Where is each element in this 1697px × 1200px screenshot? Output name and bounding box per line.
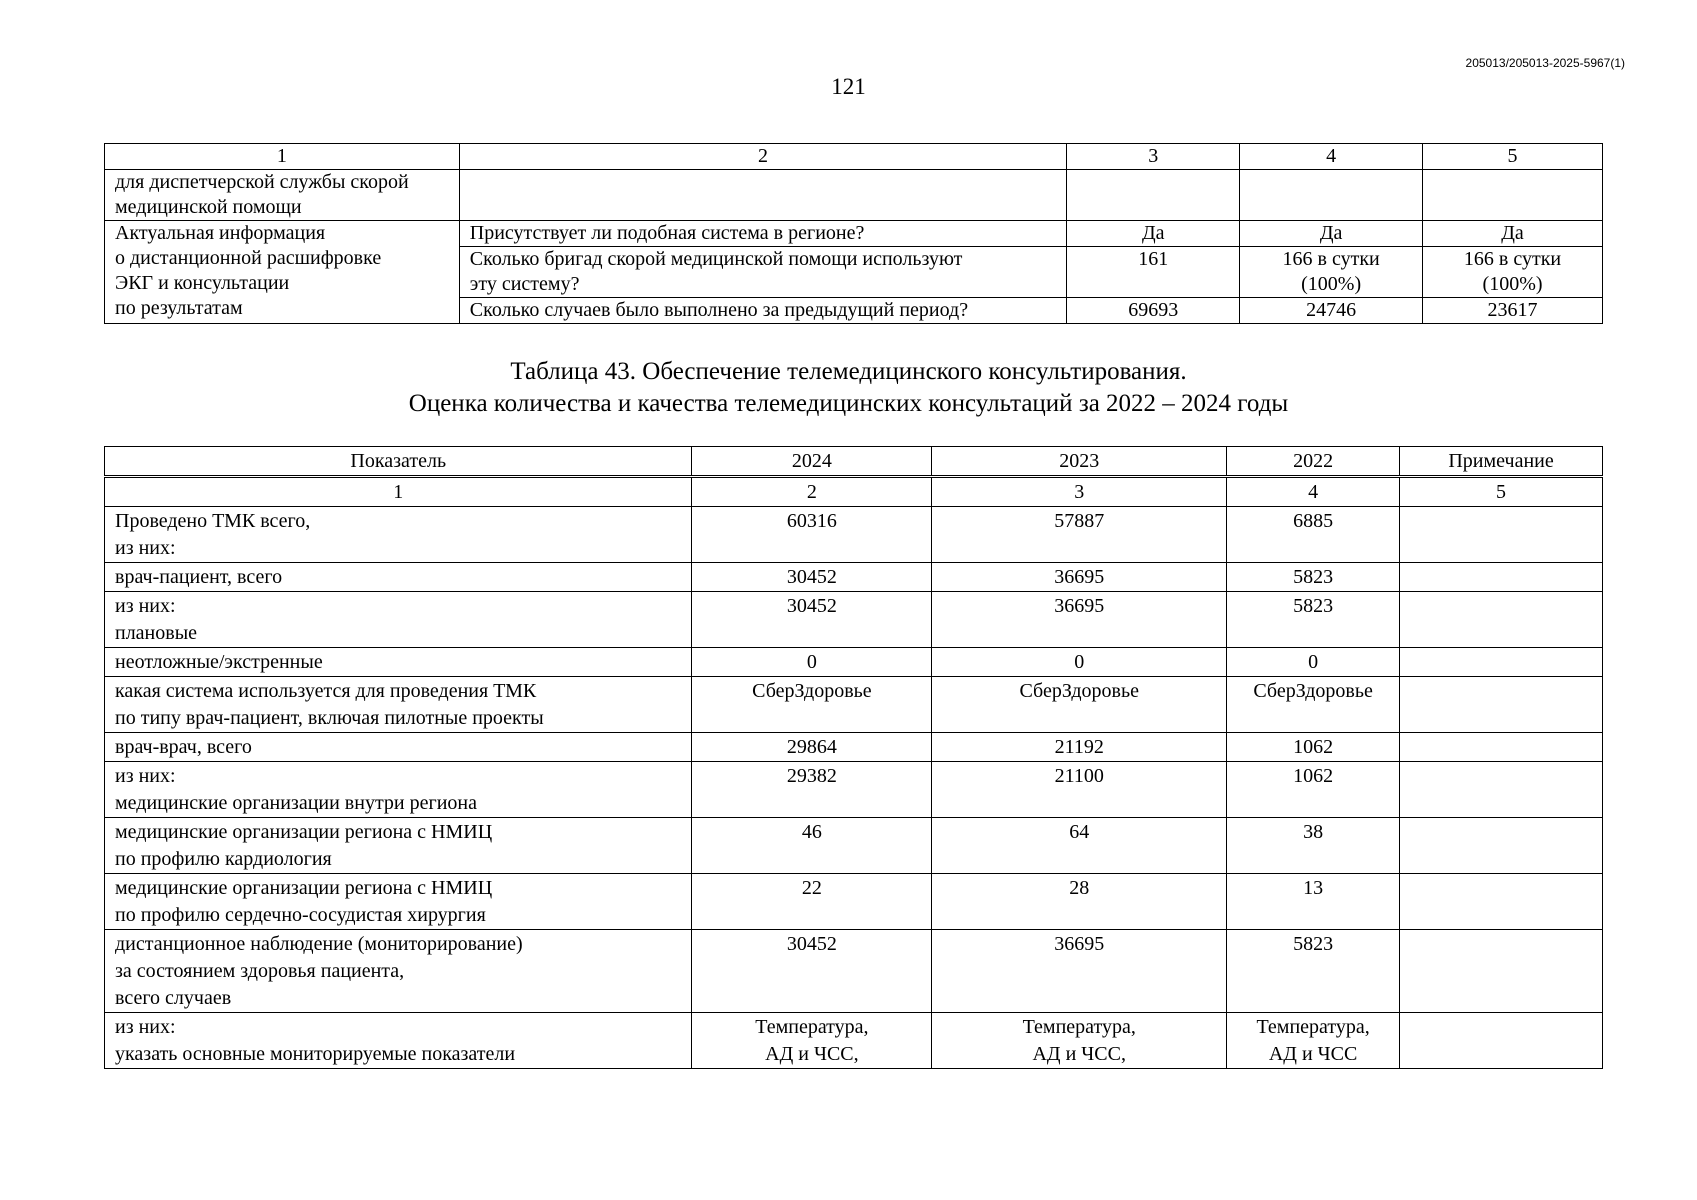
value-cell-y2022: 0 bbox=[1227, 648, 1400, 677]
value-cell-y2022: 1062 bbox=[1227, 762, 1400, 818]
col-number: 4 bbox=[1240, 144, 1423, 170]
document-id: 205013/205013-2025-5967(1) bbox=[1465, 56, 1625, 70]
col-number: 3 bbox=[1067, 144, 1240, 170]
note-cell bbox=[1400, 1013, 1603, 1069]
table-row bbox=[105, 762, 1603, 818]
question-cell: Сколько бригад скорой медицинской помощи используют эту систему? bbox=[459, 247, 1067, 298]
value-cell-y2024: 60316 bbox=[692, 507, 932, 563]
question-cell: Присутствует ли подобная система в регионе? bbox=[459, 221, 1067, 247]
note-cell bbox=[1400, 930, 1603, 1013]
indicator-cell: из них: плановые bbox=[105, 592, 692, 648]
value-cell: 23617 bbox=[1423, 298, 1603, 324]
column-header: Показатель bbox=[105, 447, 692, 477]
table-row bbox=[105, 648, 1603, 677]
value-cell-y2024: 46 bbox=[692, 818, 932, 874]
column-number-row bbox=[105, 477, 1603, 507]
indicator-cell: медицинские организации региона с НМИЦ по профилю сердечно-сосудистая хирургия bbox=[105, 874, 692, 930]
value-cell-y2023: 0 bbox=[932, 648, 1227, 677]
value-cell: 24746 bbox=[1240, 298, 1423, 324]
table-row bbox=[105, 930, 1603, 1013]
value-cell-y2024: 30452 bbox=[692, 563, 932, 592]
column-number-row bbox=[105, 144, 1603, 170]
value-cell-y2022: 5823 bbox=[1227, 592, 1400, 648]
indicator-cell: какая система используется для проведения ТМК по типу врач-пациент, включая пилотные проекты bbox=[105, 677, 692, 733]
indicator-cell: из них: указать основные мониторируемые показатели bbox=[105, 1013, 692, 1069]
table-row bbox=[105, 507, 1603, 563]
value-cell-y2023: 28 bbox=[932, 874, 1227, 930]
note-cell bbox=[1400, 507, 1603, 563]
column-header: Примечание bbox=[1400, 447, 1603, 477]
value-cell-y2022: 5823 bbox=[1227, 930, 1400, 1013]
table-body bbox=[105, 507, 1603, 1069]
value-cell-y2022: 1062 bbox=[1227, 733, 1400, 762]
note-cell bbox=[1400, 818, 1603, 874]
col-number: 1 bbox=[105, 144, 460, 170]
value-cell-y2023: 64 bbox=[932, 818, 1227, 874]
value-cell: Да bbox=[1240, 221, 1423, 247]
table-row bbox=[105, 1013, 1603, 1069]
value-cell: 166 в сутки (100%) bbox=[1423, 247, 1603, 298]
value-cell-y2022: 38 bbox=[1227, 818, 1400, 874]
value-cell-y2023: 21100 bbox=[932, 762, 1227, 818]
column-header: 2024 bbox=[692, 447, 932, 477]
value-cell-y2023: 36695 bbox=[932, 563, 1227, 592]
value-cell: Да bbox=[1423, 221, 1603, 247]
column-header: 2022 bbox=[1227, 447, 1400, 477]
note-cell bbox=[1400, 733, 1603, 762]
table-caption bbox=[0, 356, 1697, 420]
indicator-cell: из них: медицинские организации внутри региона bbox=[105, 762, 692, 818]
value-cell-y2023: 21192 bbox=[932, 733, 1227, 762]
note-cell bbox=[1400, 592, 1603, 648]
value-cell-y2022: 5823 bbox=[1227, 563, 1400, 592]
telemedicine-table bbox=[104, 446, 1603, 1069]
value-cell: Да bbox=[1067, 221, 1240, 247]
value-cell-y2024: 29382 bbox=[692, 762, 932, 818]
col-number: 2 bbox=[692, 477, 932, 507]
table-row bbox=[105, 221, 1603, 247]
value-cell-y2023: 36695 bbox=[932, 592, 1227, 648]
page-number: 121 bbox=[831, 74, 866, 99]
note-cell bbox=[1400, 874, 1603, 930]
header-row bbox=[105, 447, 1603, 477]
value-cell-y2023: Температура, АД и ЧСС, bbox=[932, 1013, 1227, 1069]
note-cell bbox=[1400, 762, 1603, 818]
value-cell: 69693 bbox=[1067, 298, 1240, 324]
value-cell-y2022: 13 bbox=[1227, 874, 1400, 930]
table-row bbox=[105, 874, 1603, 930]
col-number: 3 bbox=[932, 477, 1227, 507]
value-cell-y2023: СберЗдоровье bbox=[932, 677, 1227, 733]
label-line: медицинской помощи bbox=[115, 196, 302, 218]
question-cell: Сколько случаев было выполнено за предыдущий период? bbox=[459, 298, 1067, 324]
table-row bbox=[105, 818, 1603, 874]
indicator-cell: дистанционное наблюдение (мониторирование) за состоянием здоровья пациента, всего случаев bbox=[105, 930, 692, 1013]
row-label bbox=[105, 170, 460, 221]
note-cell bbox=[1400, 648, 1603, 677]
value-cell-y2022: Температура, АД и ЧСС bbox=[1227, 1013, 1400, 1069]
label-line: для диспетчерской службы скорой bbox=[115, 171, 409, 193]
value-cell-y2023: 36695 bbox=[932, 930, 1227, 1013]
value-cell-y2024: 0 bbox=[692, 648, 932, 677]
group-label: Актуальная информация о дистанционной расшифровке ЭКГ и консультации по результатам bbox=[105, 221, 460, 324]
caption-subtitle: Оценка количества и качества телемедицинских консультаций за 2022 – 2024 годы bbox=[408, 390, 1289, 417]
value-cell-y2024: 29864 bbox=[692, 733, 932, 762]
col-number: 5 bbox=[1423, 144, 1603, 170]
table-row bbox=[105, 592, 1603, 648]
table-row bbox=[105, 563, 1603, 592]
column-header: 2023 bbox=[932, 447, 1227, 477]
indicator-cell: врач-врач, всего bbox=[105, 733, 692, 762]
value-cell-y2024: Температура, АД и ЧСС, bbox=[692, 1013, 932, 1069]
value-cell-y2024: 22 bbox=[692, 874, 932, 930]
table-row bbox=[105, 170, 1603, 221]
value-cell-y2024: 30452 bbox=[692, 592, 932, 648]
value-cell-y2022: 6885 bbox=[1227, 507, 1400, 563]
col-number: 2 bbox=[459, 144, 1067, 170]
indicator-cell: Проведено ТМК всего, из них: bbox=[105, 507, 692, 563]
col-number: 5 bbox=[1400, 477, 1603, 507]
continuation-table bbox=[104, 143, 1603, 324]
indicator-cell: неотложные/экстренные bbox=[105, 648, 692, 677]
note-cell bbox=[1400, 563, 1603, 592]
caption-title: Таблица 43. Обеспечение телемедицинского консультирования. bbox=[510, 358, 1187, 385]
value-cell-y2023: 57887 bbox=[932, 507, 1227, 563]
col-number: 4 bbox=[1227, 477, 1400, 507]
indicator-cell: медицинские организации региона с НМИЦ по профилю кардиология bbox=[105, 818, 692, 874]
note-cell bbox=[1400, 677, 1603, 733]
value-cell-y2022: СберЗдоровье bbox=[1227, 677, 1400, 733]
value-cell: 161 bbox=[1067, 247, 1240, 298]
value-cell-y2024: СберЗдоровье bbox=[692, 677, 932, 733]
table-row bbox=[105, 677, 1603, 733]
table-row bbox=[105, 733, 1603, 762]
indicator-cell: врач-пациент, всего bbox=[105, 563, 692, 592]
value-cell-y2024: 30452 bbox=[692, 930, 932, 1013]
col-number: 1 bbox=[105, 477, 692, 507]
value-cell: 166 в сутки (100%) bbox=[1240, 247, 1423, 298]
